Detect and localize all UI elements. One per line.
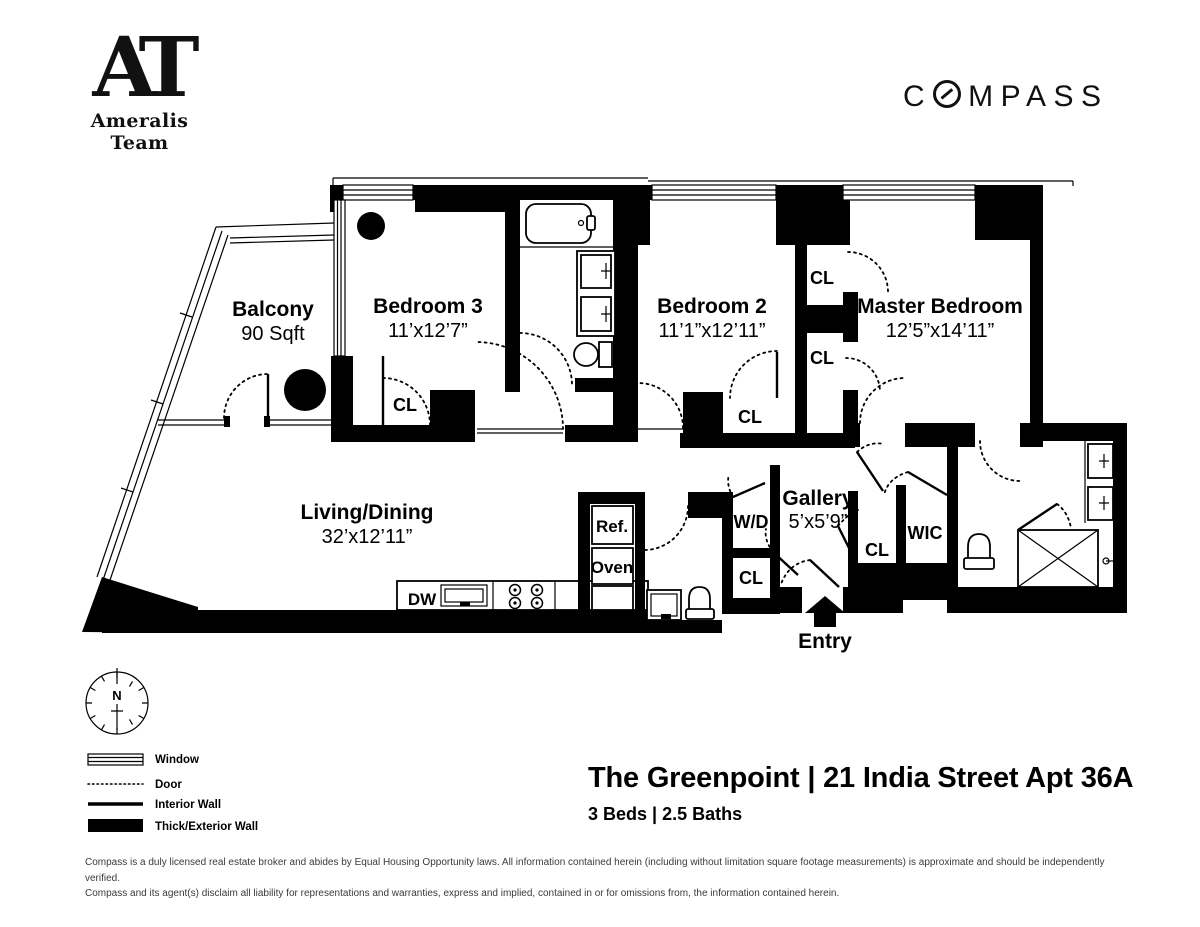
master-bathroom [947, 440, 1127, 613]
window-top-master [843, 185, 975, 200]
toilet-icon [689, 587, 710, 611]
svg-text:11’1”x12’11”: 11’1”x12’11” [658, 320, 766, 342]
window-top-bedroom3 [343, 185, 413, 200]
closet-label: CL [739, 568, 763, 588]
disclaimer-line-1: Compass is a duly licensed real estate broker and abides by Equal Housing Opportunity laws. All information contained herein (including without limitation square footage measurements) is approximate and should be independently verified. [85, 857, 1105, 884]
room-label-living [301, 501, 434, 548]
room-label-balcony [232, 298, 314, 345]
legend-exterior-wall-label: Thick/Exterior Wall [155, 821, 259, 833]
legend-door-label: Door [155, 779, 182, 791]
legend-window-symbol [88, 754, 143, 765]
closet-label: CL [810, 348, 834, 368]
bathtub-icon [526, 204, 591, 243]
svg-text:12’5”x14’11”: 12’5”x14’11” [885, 320, 995, 342]
svg-text:Living/Dining: Living/Dining [300, 501, 434, 524]
listing-subtitle: 3 Beds | 2.5 Baths [588, 804, 743, 824]
tub-faucet-icon [587, 216, 595, 230]
team-name: Ameralis Team [90, 109, 189, 154]
column-dot [284, 369, 326, 411]
closet-label: CL [865, 540, 889, 560]
svg-text:Gallery: Gallery [782, 487, 854, 510]
compass-rose-icon [86, 668, 148, 734]
room-label-bedroom3 [373, 295, 483, 342]
svg-text:Bedroom 2: Bedroom 2 [657, 295, 767, 318]
toilet-tank-icon [599, 342, 612, 367]
disclaimer [85, 855, 1125, 902]
svg-text:Master Bedroom: Master Bedroom [857, 295, 1023, 318]
listing-title: The Greenpoint | 21 India Street Apt 36A [588, 762, 1134, 794]
compass-logo-prefix: C [903, 80, 933, 113]
column-dot [357, 212, 385, 240]
main-bathroom [505, 198, 638, 433]
balcony-door [224, 374, 268, 418]
title-block [588, 762, 1140, 825]
room-label-master [857, 295, 1023, 342]
entry-arrow-icon [805, 596, 845, 627]
closet-label: CL [810, 268, 834, 288]
oven-label: Oven [590, 558, 634, 577]
toilet-icon [574, 343, 598, 366]
wic-label: WIC [907, 523, 943, 543]
at-monogram: AT [92, 20, 187, 116]
compass-logo-suffix: MPASS [968, 80, 1109, 113]
window-balcony-living [158, 416, 336, 427]
room-label-bedroom2 [657, 295, 767, 342]
disclaimer-line-2: Compass and its agent(s) disclaim all liability for representations and warranties, express and implied, contained in or for omissions from, the information contained herein. [85, 888, 840, 899]
room-label-gallery [782, 487, 854, 533]
svg-text:Bedroom 3: Bedroom 3 [373, 295, 483, 318]
legend-window-label: Window [155, 754, 199, 766]
window-top-bedroom2 [652, 185, 776, 200]
powder-room [645, 492, 733, 620]
svg-text:5’x5’9”: 5’x5’9” [788, 511, 848, 533]
svg-text:32’x12’11”: 32’x12’11” [321, 526, 413, 548]
legend-exterior-wall-symbol [88, 819, 143, 832]
window-bedroom3-left [334, 200, 345, 356]
svg-text:11’x12’7”: 11’x12’7” [388, 320, 468, 342]
toilet-icon [968, 534, 990, 560]
closet-label: CL [393, 395, 417, 415]
legend [88, 754, 258, 833]
refrigerator-label: Ref. [595, 517, 629, 536]
entry-label: Entry [798, 630, 852, 653]
svg-text:Balcony: Balcony [232, 298, 314, 321]
closet-label: CL [738, 407, 762, 427]
washer-dryer-label: W/D [733, 512, 769, 532]
svg-text:90 Sqft: 90 Sqft [241, 323, 305, 345]
north-label: N [112, 688, 122, 703]
dishwasher-label: DW [407, 590, 437, 609]
laundry-column [722, 465, 780, 614]
legend-interior-wall-label: Interior Wall [155, 799, 222, 811]
